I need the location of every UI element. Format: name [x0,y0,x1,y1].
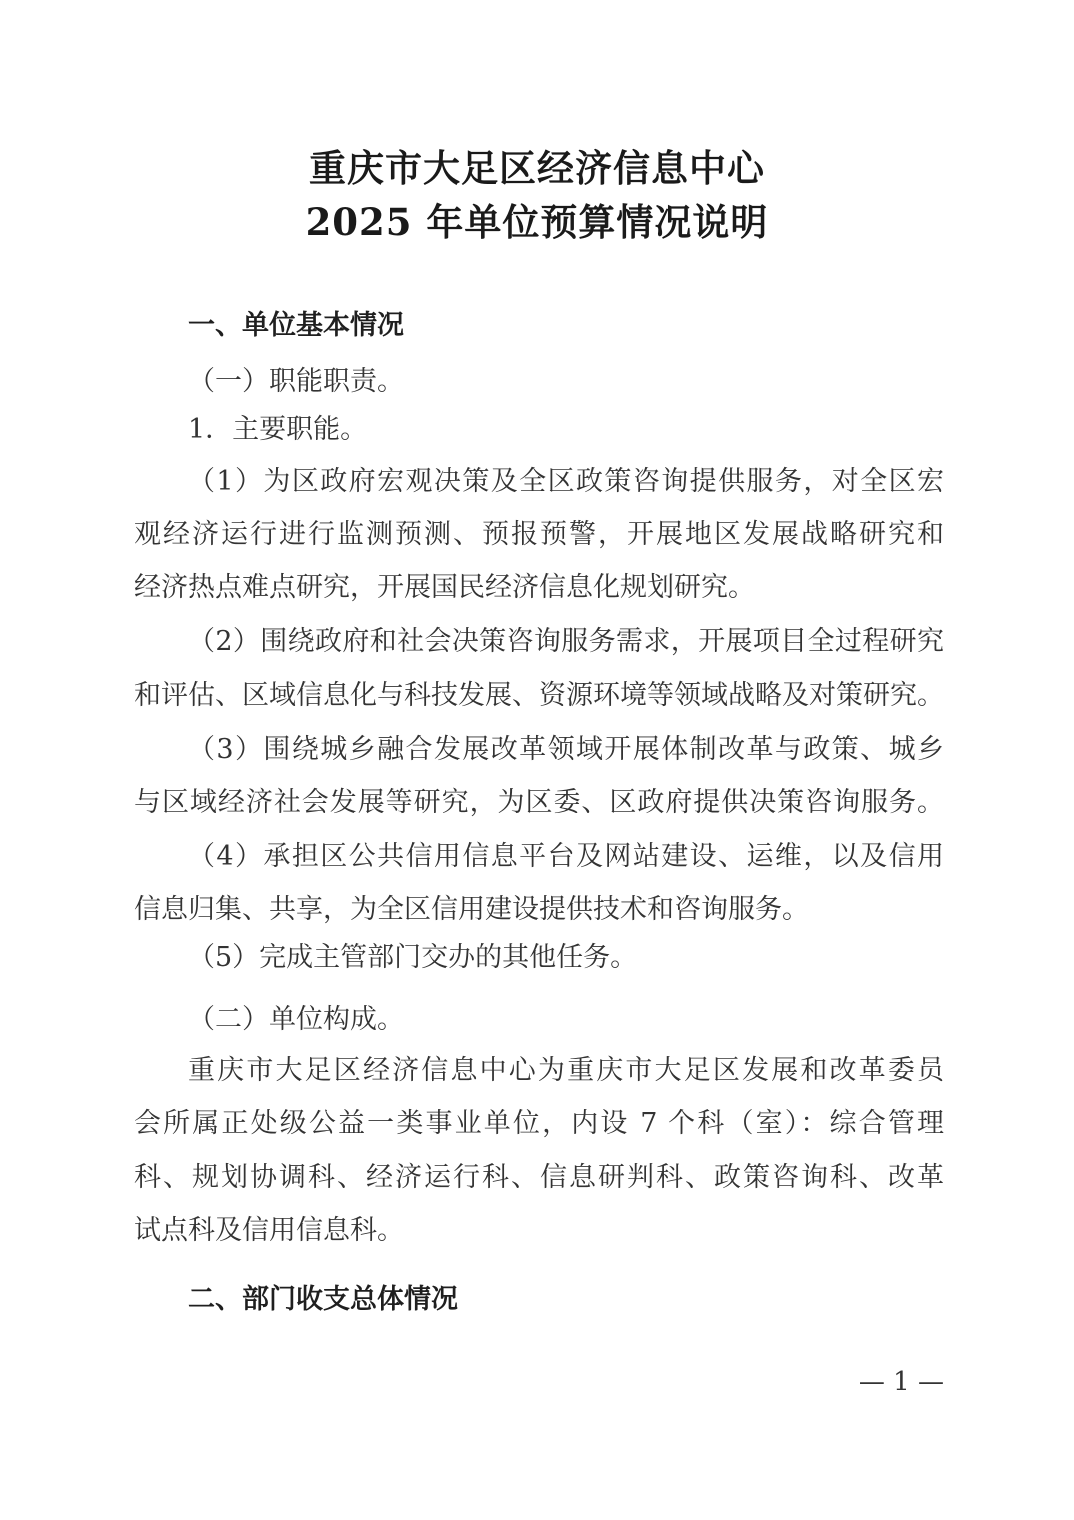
paragraph-4-line-1: （4）承担区公共信用信息平台及网站建设、运维，以及信用 [188,841,944,872]
item-main-functions: 1．主要职能。 [188,414,368,445]
document-title-line-1: 重庆市大足区经济信息中心 [309,146,765,190]
document-title-line-2: 2025 年单位预算情况说明 [305,200,769,244]
paragraph-5: （5）完成主管部门交办的其他任务。 [188,942,638,973]
paragraph-3-line-2: 与区域经济社会发展等研究，为区委、区政府提供决策咨询服务。 [134,787,944,818]
paragraph-3-line-1: （3）围绕城乡融合发展改革领域开展体制改革与政策、城乡 [188,734,944,765]
paragraph-1-line-1: （1）为区政府宏观决策及全区政策咨询提供服务，对全区宏 [188,466,944,497]
subheading-unit-composition: （二）单位构成。 [188,1004,404,1035]
paragraph-6-line-2: 会所属正处级公益一类事业单位，内设 7 个科（室）：综合管理 [134,1108,944,1139]
paragraph-1-line-3: 经济热点难点研究，开展国民经济信息化规划研究。 [134,572,755,603]
paragraph-4-line-2: 信息归集、共享，为全区信用建设提供技术和咨询服务。 [134,894,809,925]
subheading-functions: （一）职能职责。 [188,366,404,397]
section-heading-basic-info: 一、单位基本情况 [188,310,404,341]
paragraph-6-line-1: 重庆市大足区经济信息中心为重庆市大足区发展和改革委员 [188,1055,944,1086]
paragraph-6-line-3: 科、规划协调科、经济运行科、信息研判科、政策咨询科、改革 [134,1162,944,1193]
paragraph-6-line-4: 试点科及信用信息科。 [134,1215,404,1246]
paragraph-2-line-1: （2）围绕政府和社会决策咨询服务需求，开展项目全过程研究 [188,626,944,657]
page-number: — 1 — [858,1367,944,1397]
paragraph-1-line-2: 观经济运行进行监测预测、预报预警，开展地区发展战略研究和 [134,519,944,550]
paragraph-2-line-2: 和评估、区域信息化与科技发展、资源环境等领域战略及对策研究。 [134,680,944,711]
section-heading-revenue-expenditure: 二、部门收支总体情况 [188,1284,458,1315]
